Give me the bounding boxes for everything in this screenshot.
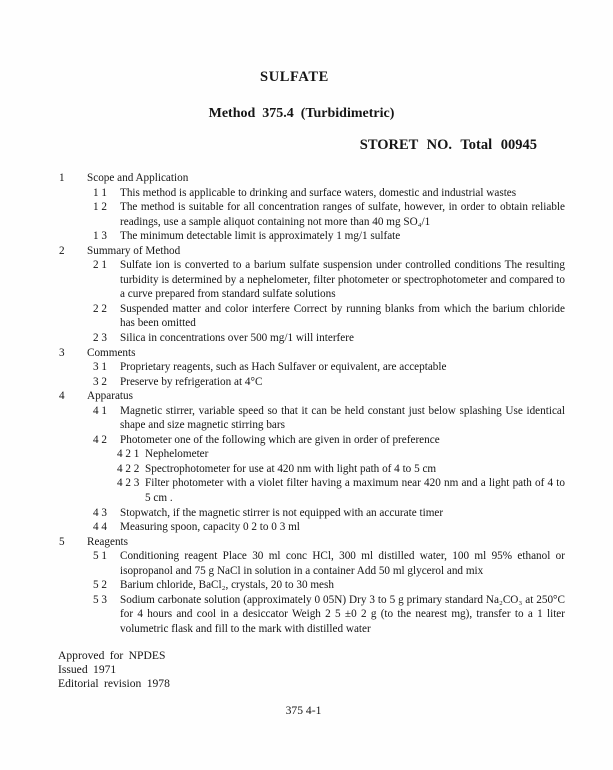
item-text: Measuring spoon, capacity 0 2 to 0 3 ml — [120, 521, 300, 534]
section-number: 2 — [59, 244, 65, 257]
doc-title: SULFATE — [260, 69, 329, 85]
document-body — [0, 171, 613, 637]
item-number: 4 3 — [93, 506, 107, 519]
item-number: 4 2 2 — [117, 462, 140, 475]
item-number: 2 2 — [93, 302, 107, 315]
section-number: 5 — [59, 535, 65, 548]
item-row — [0, 302, 613, 331]
item-number: 1 3 — [93, 230, 107, 243]
item-text: The minimum detectable limit is approximately 1 mg/1 sulfate — [120, 230, 401, 243]
item-text: Sodium carbonate solution (approximately 0 05N) Dry 3 to 5 g primary standard Na₂CO₃ at 250°C for 4 hours and cool in a desiccator Weigh 2 5 ±0 2 g (to the nearest mg), transfer to a 1 liter volumetric flask and fill to the mark with distilled water — [120, 593, 565, 635]
item-text: Conditioning reagent Place 30 ml conc HCl, 300 ml distilled water, 100 ml 95% ethanol or isopropanol and 75 g NaCl in solution in a container Add 50 ml glycerol and mix — [120, 550, 565, 577]
item-row — [0, 258, 613, 302]
item-text: Nephelometer — [145, 448, 209, 461]
storet-number: STORET NO. Total 00945 — [359, 137, 537, 153]
item-number: 5 1 — [93, 550, 107, 563]
item-number: 4 2 3 — [117, 477, 140, 490]
item-row — [0, 462, 613, 477]
item-number: 4 2 — [93, 433, 107, 446]
item-row — [0, 520, 613, 535]
item-number: 4 2 1 — [117, 448, 140, 461]
section-heading-row — [0, 389, 613, 404]
item-text: The method is suitable for all concentration ranges of sulfate, however, in order to obtain reliable readings, use a sample aliquot containing not more than 40 mg SO₄/1 — [120, 201, 565, 228]
item-text: This method is applicable to drinking and surface waters, domestic and industrial wastes — [120, 186, 517, 199]
item-text: Filter photometer with a violet filter having a maximum near 420 nm and a light path of 4 to 5 cm . — [145, 477, 565, 505]
revision-line: Editorial revision 1978 — [58, 677, 170, 690]
item-row — [0, 549, 613, 578]
section-title: Apparatus — [87, 390, 133, 403]
item-number: 3 2 — [93, 375, 107, 388]
section-number: 3 — [59, 346, 65, 359]
approved-line: Approved for NPDES — [58, 649, 166, 662]
item-number: 1 2 — [93, 201, 107, 214]
item-text: Magnetic stirrer, variable speed so that it can be held constant just below splashing Use identical shape and size magnetic stirring bars — [120, 404, 565, 432]
item-row — [0, 447, 613, 462]
issued-line: Issued 1971 — [58, 663, 117, 676]
approval-block — [58, 649, 170, 691]
item-row — [0, 375, 613, 390]
section-heading-row — [0, 346, 613, 361]
item-row — [0, 360, 613, 375]
item-number: 2 3 — [93, 332, 107, 345]
item-row — [0, 404, 613, 433]
section-heading-row — [0, 171, 613, 186]
item-number: 2 1 — [93, 259, 107, 272]
section-title: Comments — [87, 346, 136, 359]
item-number: 4 1 — [93, 404, 107, 417]
item-row — [0, 229, 613, 244]
item-row — [0, 506, 613, 521]
item-text: Silica in concentrations over 500 mg/1 will interfere — [120, 332, 354, 345]
item-text: Suspended matter and color interfere Correct by running blanks from which the barium chloride has been omitted — [120, 302, 565, 330]
section-number: 1 — [59, 172, 65, 184]
item-row — [0, 200, 613, 229]
item-text: Barium chloride, BaCl₂, crystals, 20 to 30 mesh — [120, 579, 334, 592]
section-title: Reagents — [87, 535, 129, 548]
item-row — [0, 593, 613, 637]
item-text: Sulfate ion is converted to a barium sulfate suspension under controlled conditions The resulting turbidity is determined by a nephelometer, filter photometer or spectrophotometer and compared to a curve prepared from standard sulfate solutions — [120, 259, 565, 301]
item-number: 4 4 — [93, 521, 107, 534]
item-row — [0, 331, 613, 346]
item-number: 5 3 — [93, 593, 107, 606]
item-number: 1 1 — [93, 186, 107, 199]
section-heading-row — [0, 244, 613, 259]
section-heading-row — [0, 535, 613, 550]
item-number: 3 1 — [93, 361, 107, 374]
page-number: 375 4-1 — [285, 704, 322, 717]
section-title: Scope and Application — [87, 172, 189, 184]
method-subtitle: Method 375.4 (Turbidimetric) — [208, 106, 395, 121]
item-row — [0, 433, 613, 448]
section-title: Summary of Method — [87, 244, 181, 257]
item-text: Photometer one of the following which are given in order of preference — [120, 433, 440, 446]
item-text: Preserve by refrigeration at 4°C — [120, 375, 263, 388]
item-number: 5 2 — [93, 579, 107, 592]
item-row — [0, 476, 613, 505]
item-text: Stopwatch, if the magnetic stirrer is not equipped with an accurate timer — [120, 506, 444, 519]
item-row — [0, 186, 613, 201]
item-text: Spectrophotometer for use at 420 nm with light path of 4 to 5 cm — [145, 462, 437, 475]
item-row — [0, 578, 613, 593]
section-number: 4 — [59, 390, 65, 403]
item-text: Proprietary reagents, such as Hach Sulfaver or equivalent, are acceptable — [120, 361, 447, 374]
